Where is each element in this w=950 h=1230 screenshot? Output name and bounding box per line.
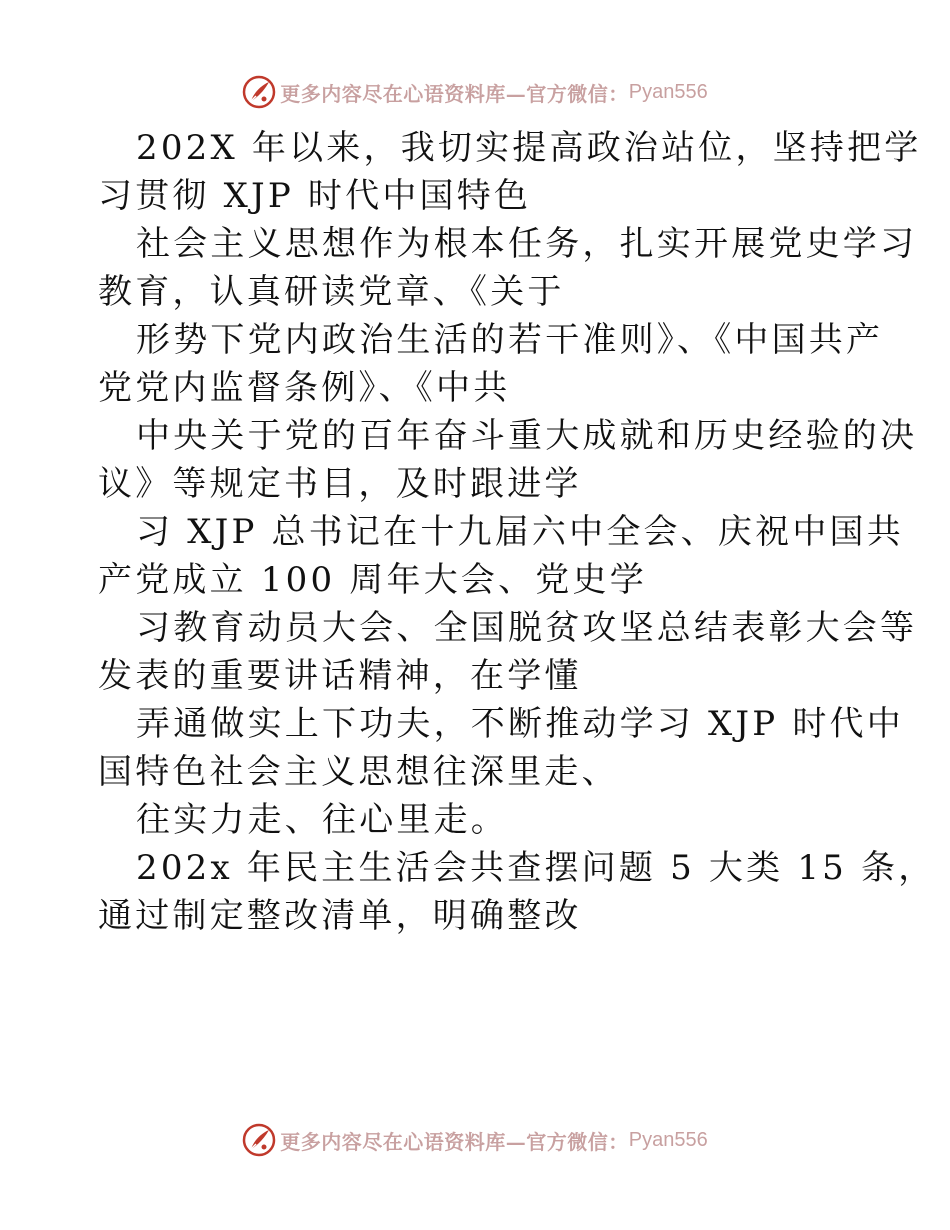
text-line: 教育，认真研读党章、《关于	[98, 272, 565, 312]
watermark-text: 更多内容尽在心语资料库—官方微信：	[280, 81, 629, 106]
text-line: 形势下党内政治生活的若干准则》、《中国共产	[136, 320, 884, 360]
text-line: 习贯彻 XJP 时代中国特色	[98, 176, 532, 216]
text-line: 通过制定整改清单，明确整改	[98, 896, 582, 936]
header-watermark	[0, 72, 950, 112]
text-line: 习 XJP 总书记在十九届六中全会、庆祝中国共	[136, 512, 904, 552]
text-line: 习教育动员大会、全国脱贫攻坚总结表彰大会等	[136, 608, 918, 648]
text-line: 议》等规定书目，及时跟进学	[98, 464, 582, 504]
text-line: 弄通做实上下功夫，不断推动学习 XJP 时代中	[136, 704, 904, 744]
watermark-wechat-id: Pyan556	[628, 80, 708, 103]
text-line: 202x 年民主生活会共查摆问题 5 大类 15 条，	[136, 848, 936, 888]
quill-logo-icon	[242, 75, 276, 109]
text-line: 党党内监督条例》、《中共	[98, 368, 511, 408]
text-line: 中央关于党的百年奋斗重大成就和历史经验的决	[136, 416, 918, 456]
text-line: 202X 年以来，我切实提高政治站位，坚持把学	[136, 128, 922, 168]
quill-logo-icon	[242, 1123, 276, 1157]
watermark-text: 更多内容尽在心语资料库—官方微信：	[280, 1129, 629, 1154]
document-body	[98, 124, 936, 940]
text-line: 产党成立 100 周年大会、党史学	[98, 560, 647, 600]
text-line: 社会主义思想作为根本任务，扎实开展党史学习	[136, 224, 918, 264]
watermark-wechat-id: Pyan556	[628, 1128, 708, 1151]
text-line: 发表的重要讲话精神，在学懂	[98, 656, 582, 696]
text-line: 往实力走、往心里走。	[136, 800, 508, 840]
footer-watermark	[0, 1120, 950, 1160]
text-line: 国特色社会主义思想往深里走、	[98, 752, 619, 792]
